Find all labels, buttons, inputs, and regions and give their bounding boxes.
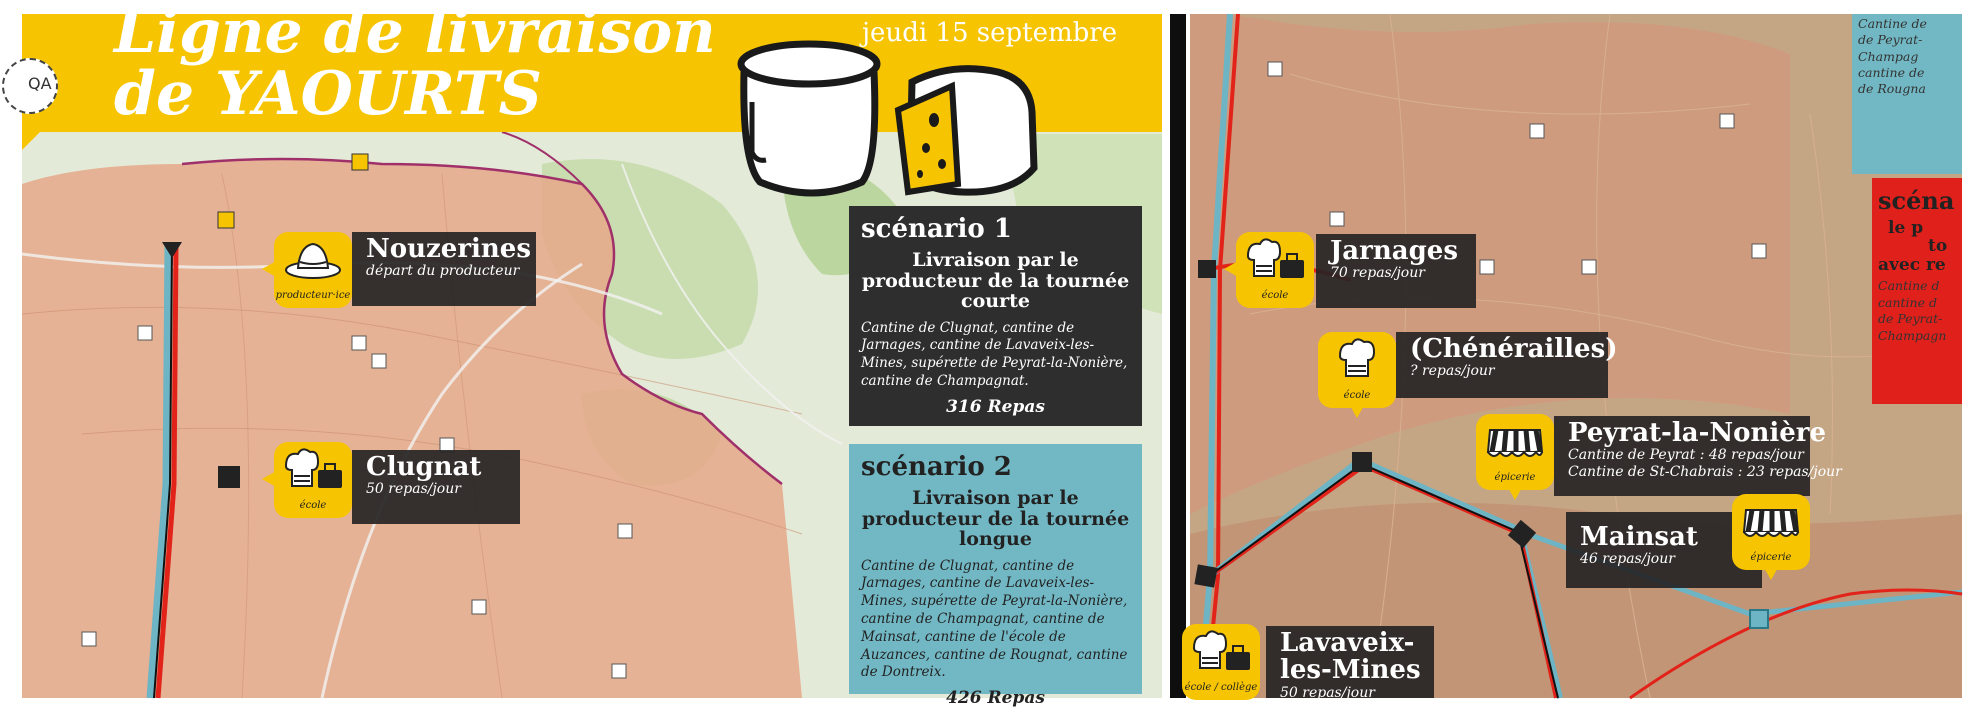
pin-category: producteur·ice	[275, 290, 351, 301]
stop-detail: 46 repas/jour	[1580, 551, 1675, 568]
cut-line: Cantine d	[1878, 278, 1940, 294]
stop-label-clugnat	[352, 450, 520, 524]
shop-awning-icon	[1484, 418, 1546, 468]
cut-line: cantine de	[1858, 64, 1925, 80]
pin-tip	[262, 260, 278, 278]
chef-hat-lunchbox-icon	[1244, 236, 1306, 286]
stop-detail-1: Cantine de Peyrat : 48 repas/jour	[1568, 447, 1804, 464]
stop-label-lavaveix	[1266, 626, 1434, 701]
pin-tip	[1224, 260, 1240, 278]
pin-tip	[1348, 402, 1366, 418]
cut-text-top	[1858, 16, 1956, 97]
cut-scenario-stops	[1878, 278, 1956, 344]
pin-category: épicerie	[1750, 552, 1792, 563]
stop-name-line2: les-Mines	[1280, 655, 1421, 686]
scenario2-stops: Cantine de Clugnat, cantine de Jarnages, cantine de Lavaveix-les-Mines, supérette de Peyrat-la-Nonière, cantine de Champagnat, cantine de Mainsat, cantine de l'école de Auzances, cantine de Rougnat, cantine de Dontreix.	[861, 557, 1128, 681]
chef-hat-lunchbox-icon	[1190, 628, 1252, 678]
stop-detail: départ du producteur	[366, 263, 520, 280]
yogurt-cheese-icon	[712, 22, 1052, 222]
cut-line: de Peyrat-	[1858, 32, 1923, 48]
cut-line: de Rougna	[1858, 81, 1926, 96]
stop-pin-jarnages[interactable]	[1236, 232, 1314, 318]
scenario2-title: scénario 2	[861, 452, 1012, 482]
pin-tip	[1762, 564, 1780, 580]
cut-line: de Peyrat-	[1878, 311, 1943, 327]
stop-pin-mainsat[interactable]	[1732, 494, 1810, 580]
scenario2-meals: 426 Repas	[946, 688, 1045, 709]
cut-line: cantine d	[1878, 294, 1937, 310]
stop-pin-clugnat[interactable]	[274, 442, 352, 528]
scenario2-subtitle: Livraison par le producteur de la tournée longue	[861, 487, 1130, 551]
left-map-panel	[22, 0, 1162, 709]
pin-category: école / collège	[1184, 682, 1258, 693]
stop-pin-lavaveix[interactable]	[1182, 624, 1260, 710]
pin-category: épicerie	[1494, 472, 1536, 483]
cut-line: le p	[1888, 218, 1924, 238]
chef-hat-icon	[1326, 336, 1388, 386]
cut-scenario-title: scéna	[1878, 186, 1955, 215]
scenario1-subtitle: Livraison par le producteur de la tournée courte	[861, 249, 1130, 313]
stop-pin-chenerailles[interactable]	[1318, 332, 1396, 418]
cut-line: to	[1928, 236, 1948, 257]
pin-category: école	[1343, 390, 1371, 401]
pin-category: école	[1261, 290, 1289, 301]
cut-line: avec re	[1878, 254, 1946, 275]
stop-label-chenerailles	[1396, 332, 1618, 398]
cut-scenario-red	[1872, 178, 1962, 404]
stop-label-nouzerines	[352, 232, 536, 306]
cut-scenario-blue	[1852, 14, 1962, 174]
stop-label-jarnages	[1316, 234, 1476, 308]
scenario1-meals: 316 Repas	[946, 396, 1045, 417]
pin-tip	[262, 470, 278, 488]
right-map-panel	[1184, 14, 1962, 701]
pin-tip	[1506, 484, 1524, 500]
page-title-line2: de YAOURTS	[114, 59, 542, 129]
shop-awning-icon	[1740, 498, 1802, 548]
pin-category: école	[299, 500, 327, 511]
farmer-hat-icon	[282, 236, 344, 286]
stop-detail: ? repas/jour	[1410, 363, 1495, 380]
stop-name: Mainsat	[1580, 522, 1698, 552]
banner-tail	[22, 132, 40, 150]
stop-detail: 50 repas/jour	[1280, 684, 1375, 701]
stop-detail: 70 repas/jour	[1330, 265, 1425, 282]
cut-line: Champag	[1858, 48, 1919, 64]
logo-badge	[2, 58, 58, 114]
stop-pin-peyrat[interactable]	[1476, 414, 1554, 500]
scenario2-card	[849, 444, 1142, 709]
page-title-line1: Ligne de livraison	[114, 0, 716, 67]
stop-label-peyrat	[1554, 416, 1842, 496]
stop-name: (Chénérailles)	[1410, 334, 1618, 364]
stop-name: Clugnat	[366, 452, 482, 482]
stop-name: Jarnages	[1330, 236, 1458, 266]
cut-line: Champagn	[1878, 327, 1947, 343]
logo-text: QA	[28, 74, 52, 93]
route-node-clugnat	[218, 466, 240, 488]
stop-name-line1: Lavaveix-	[1280, 628, 1415, 658]
stop-pin-nouzerines[interactable]	[274, 232, 352, 318]
date-label: jeudi 15 septembre	[862, 18, 1118, 48]
chef-hat-lunchbox-icon	[282, 446, 344, 496]
stop-name: Nouzerines	[366, 234, 531, 264]
scenario1-stops: Cantine de Clugnat, cantine de Jarnages, cantine de Lavaveix-les-Mines, supérette de Peyrat-la-Nonière, cantine de Champagnat.	[861, 319, 1128, 389]
scenario1-card	[849, 206, 1142, 426]
stop-name: Peyrat-la-Nonière	[1568, 418, 1827, 448]
cut-line: Cantine de	[1858, 16, 1927, 31]
scenario1-title: scénario 1	[861, 214, 1012, 244]
cut-scenario-sub	[1878, 219, 1956, 274]
panel-divider	[1170, 14, 1186, 698]
stop-detail-2: Cantine de St-Chabrais : 23 repas/jour	[1568, 464, 1842, 481]
stop-detail: 50 repas/jour	[366, 481, 461, 498]
